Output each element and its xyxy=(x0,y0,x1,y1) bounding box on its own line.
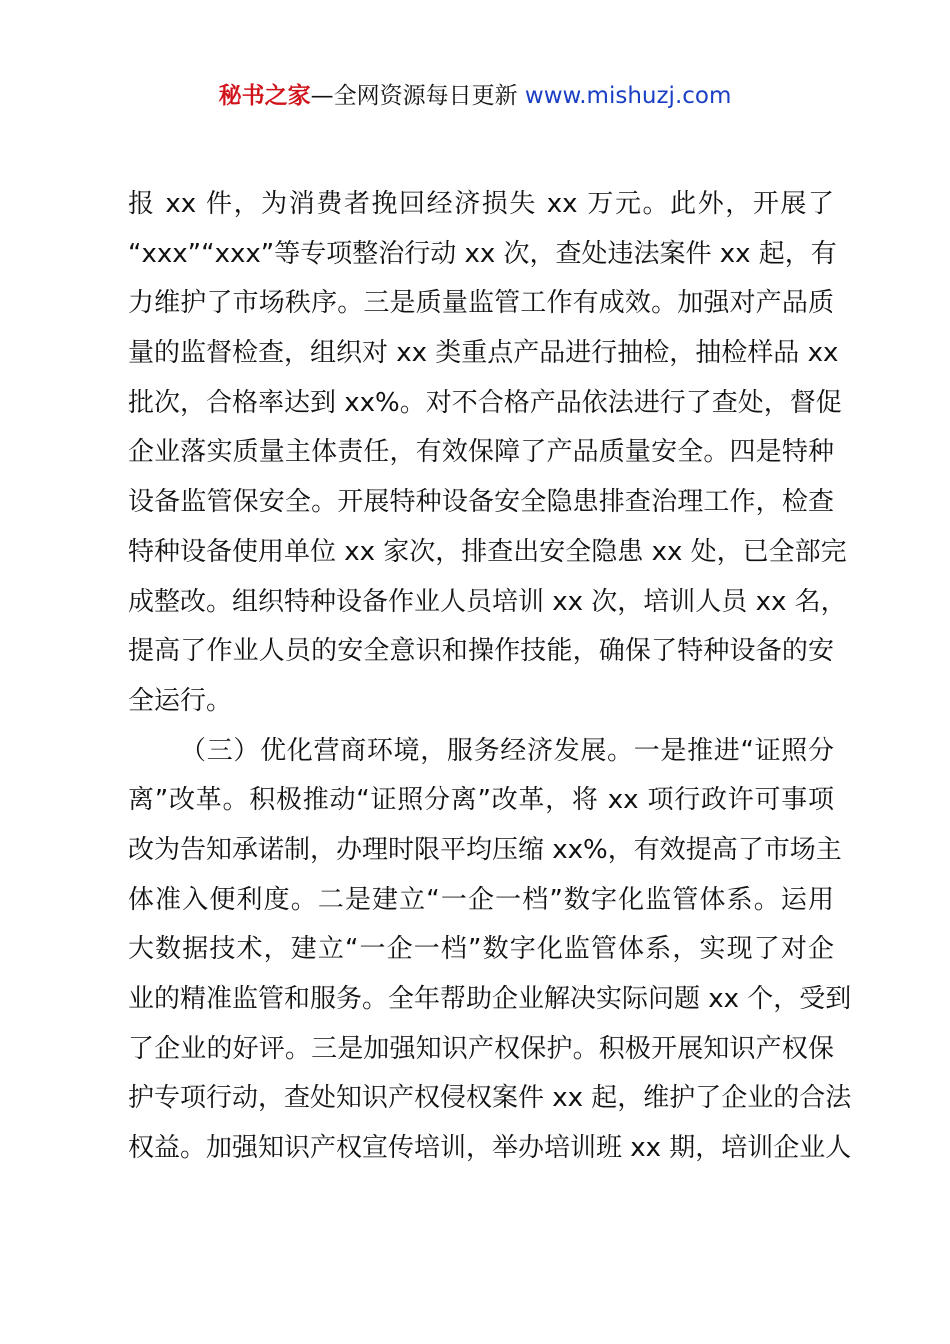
text-line: 离”改革。积极推动“证照分离”改革，将 xx 项行政许可事项 xyxy=(128,785,834,816)
text-line: 了企业的好评。三是加强知识产权保护。积极开展知识产权保 xyxy=(128,1033,834,1064)
text-line: 批次，合格率达到 xx%。对不合格产品依法进行了查处，督促 xyxy=(128,387,842,418)
page-header xyxy=(0,80,950,112)
text-line: 权益。加强知识产权宣传培训，举办培训班 xx 期，培训企业人 xyxy=(128,1133,852,1164)
text-line: 全运行。 xyxy=(128,685,233,716)
text-line: 特种设备使用单位 xx 家次，排查出安全隐患 xx 处，已全部完 xyxy=(128,536,847,567)
document-body xyxy=(128,180,852,1174)
text-line: 设备监管保安全。开展特种设备安全隐患排查治理工作，检查 xyxy=(128,487,834,518)
text-line: 成整改。组织特种设备作业人员培训 xx 次，培训人员 xx 名， xyxy=(128,586,847,617)
text-line: 量的监督检查，组织对 xx 类重点产品进行抽检，抽检样品 xx xyxy=(128,338,839,369)
text-line: 体准入便利度。二是建立“一企一档”数字化监管体系。运用 xyxy=(128,884,834,915)
text-line: 报 xx 件，为消费者挽回经济损失 xx 万元。此外，开展了 xyxy=(128,189,834,219)
text-line: 大数据技术，建立“一企一档”数字化监管体系，实现了对企 xyxy=(128,934,834,965)
section-heading-line: （三）优化营商环境，服务经济发展。一是推进“证照分 xyxy=(180,735,834,766)
text-line: 改为告知承诺制，办理时限平均压缩 xx%，有效提高了市场主 xyxy=(128,834,842,865)
header-brand: 秘书之家 xyxy=(218,83,311,109)
text-line: 力维护了市场秩序。三是质量监管工作有成效。加强对产品质 xyxy=(128,288,834,319)
header-slogan: —全网资源每日更新 xyxy=(310,83,525,109)
text-line: 提高了作业人员的安全意识和操作技能，确保了特种设备的安 xyxy=(128,636,834,667)
text-line: 护专项行动，查处知识产权侵权案件 xx 起，维护了企业的合法 xyxy=(128,1083,852,1114)
text-line: 企业落实质量主体责任，有效保障了产品质量安全。四是特种 xyxy=(128,437,834,468)
header-url[interactable]: www.mishuzj.com xyxy=(524,83,732,109)
text-line: 业的精准监管和服务。全年帮助企业解决实际问题 xx 个，受到 xyxy=(128,984,852,1014)
text-line: “xxx”“xxx”等专项整治行动 xx 次，查处违法案件 xx 起，有 xyxy=(128,238,837,269)
